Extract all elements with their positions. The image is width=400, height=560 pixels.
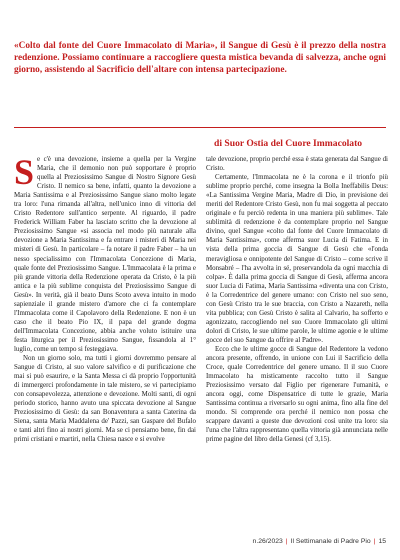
article-paragraph [14,155,196,354]
article-column-left [14,155,196,533]
page-footer [200,538,386,545]
article-paragraph: tale devozione, proprio perché essa è stata generata dal Sangue di Cristo. [206,155,388,173]
footer-separator: | [373,538,376,545]
article-paragraph: Ecco che le ultime gocce di Sangue del Redentore la vedono ancora presente, offrendo, in unione con Lui il Sacrificio della Croce, quale Corredentrice del genere umano. Il il suo Cuore Immacolato ha misticamente raccolto tutto il Sangue Preziosissimo versato dal Figlio per rigenerare l'umanità, e ancora oggi, come Dispensatrice di tutte le grazie, Maria Santissima continua a riversarlo su ogni anima, fino alla fine del mondo. Si comprende ora perché il nemico non possa che scappare davanti a queste due devozioni così unite tra loro: sia l'una che l'altra rappresentano quella vittoria già annunciata nelle prime pagine del libro della Genesi (cf 3,15). [206,344,388,444]
author-byline: di Suor Ostia del Cuore Immacolato [214,138,363,149]
article-paragraph: Non un giorno solo, ma tutti i giorni dovremmo pensare al Sangue di Cristo, al suo valore salvifico e di purificazione che mai si può esaurire, e la Santa Messa ci dà proprio l'opportunità di immergerci profondamente in tale mistero, se vi partecipiamo con consapevolezza, attenzione e devozione. Molti santi, di ogni periodo storico, hanno avuto una spiccata devozione al Sangue Preziosissimo di Gesù: da san Bonaventura a santa Caterina da Siena, santa Maria Maddalena de' Pazzi, san Gaspare del Bufalo e tanti altri fino ai nostri giorni. Ma se ci pensiamo bene, fin dai primi cristiani e martiri, nella Chiesa nasce e si evolve [14,354,196,444]
drop-cap: S [14,155,35,192]
pull-quote: «Colto dal fonte del Cuore Immacolato di Maria», il Sangue di Gesù è il prezzo della nostra redenzione. Possiamo continuare a raccogliere questa mistica bevanda di salvezza, anche ogni giorno, assistendo al Sacrificio dell'altare con intensa partecipazione. [14,41,386,76]
page-number: 15 [378,538,386,545]
magazine-name: Il Settimanale di Padre Pio [290,538,371,545]
paragraph-text: e c'è una devozione, insieme a quella per la Vergine Maria, che il demonio non può sopportare è proprio quella al Preziosissimo Sangue di Nostro Signore Gesù Cristo. Il nemico sa bene, infatti, quanto la devozione a Maria Santissima e al Preziosissimo Sangue siano molto legate tra loro: l'una rimanda all'altra, nell'unico inno di vittoria del Cristo Redentore sull'antico serpente. Al riguardo, il padre Frederick William Faber ha lasciato scritto che la devozione al Preziosissimo Sangue «si associa nel modo più naturale alla devozione a Maria Santissima e fa entrare i misteri di Maria nei misteri di Gesù. In particolare – fa notare il padre Faber – ha un nesso specialissimo con l'Immacolata Concezione di Maria, quale fonte del Preziosissimo Sangue. L'Immacolata è la prima e più grande vittoria della Redenzione operata da Cristo, è la più antica e la più sublime conquista del Preziosissimo Sangue di Gesù». In verità, già il beato Duns Scoto aveva intuito in modo sapienziale il grande mistero d'amore che ci fa contemplare l'Immacolata come il Capolavoro della Redenzione. E non è un caso che il beato Pio IX, il papa del grande dogma dell'Immacolata Concezione, abbia anche voluto istituire una festa liturgica per il Preziosissimo Sangue, fissandola al 1° luglio, come un tempo si festeggiava. [14,155,196,353]
issue-number: n.26/2023 [252,538,283,545]
divider-rule [14,127,386,128]
article-column-right [206,155,388,533]
article-paragraph: Certamente, l'Immacolata ne è la corona e il trionfo più sublime proprio perché, come insegna la Bolla Ineffabilis Deus: «La Santissima Vergine Maria, Madre di Dio, in previsione dei meriti del Redentore Cristo Gesù, non fu mai soggetta al peccato originale e fu perciò redenta in una maniera più sublime». Tale sublimità di redenzione è da contemplare proprio nel Sangue divino, quel Sangue «colto dal fonte del Cuore Immacolato di Maria Santissima», come afferma suor Lucia di Fatima. E in vista della prima goccia di Sangue di Gesù che «l'onda meravigliosa e onnipotente del Sangue di Cristo – come scrive il Monsabré – l'ha avvolta in sé, preservandola da ogni macchia di colpa». È dalla prima goccia di Sangue di Gesù, afferma ancora suor Lucia di Fatima, Maria Santissima «diventa una con Cristo, è la Corredentrice del genere umano: con Cristo nel suo seno, con Gesù Cristo tra le sue braccia, con Cristo a Nazareth, nella vita pubblica; con Gesù Cristo è salita al Calvario, ha sofferto e agonizzato, raccogliendo nel suo Cuore Immacolato gli ultimi dolori di Cristo, le sue ultime parole, le ultime agonie e le ultime gocce del suo Sangue da offrire al Padre». [206,173,388,344]
footer-separator: | [285,538,288,545]
